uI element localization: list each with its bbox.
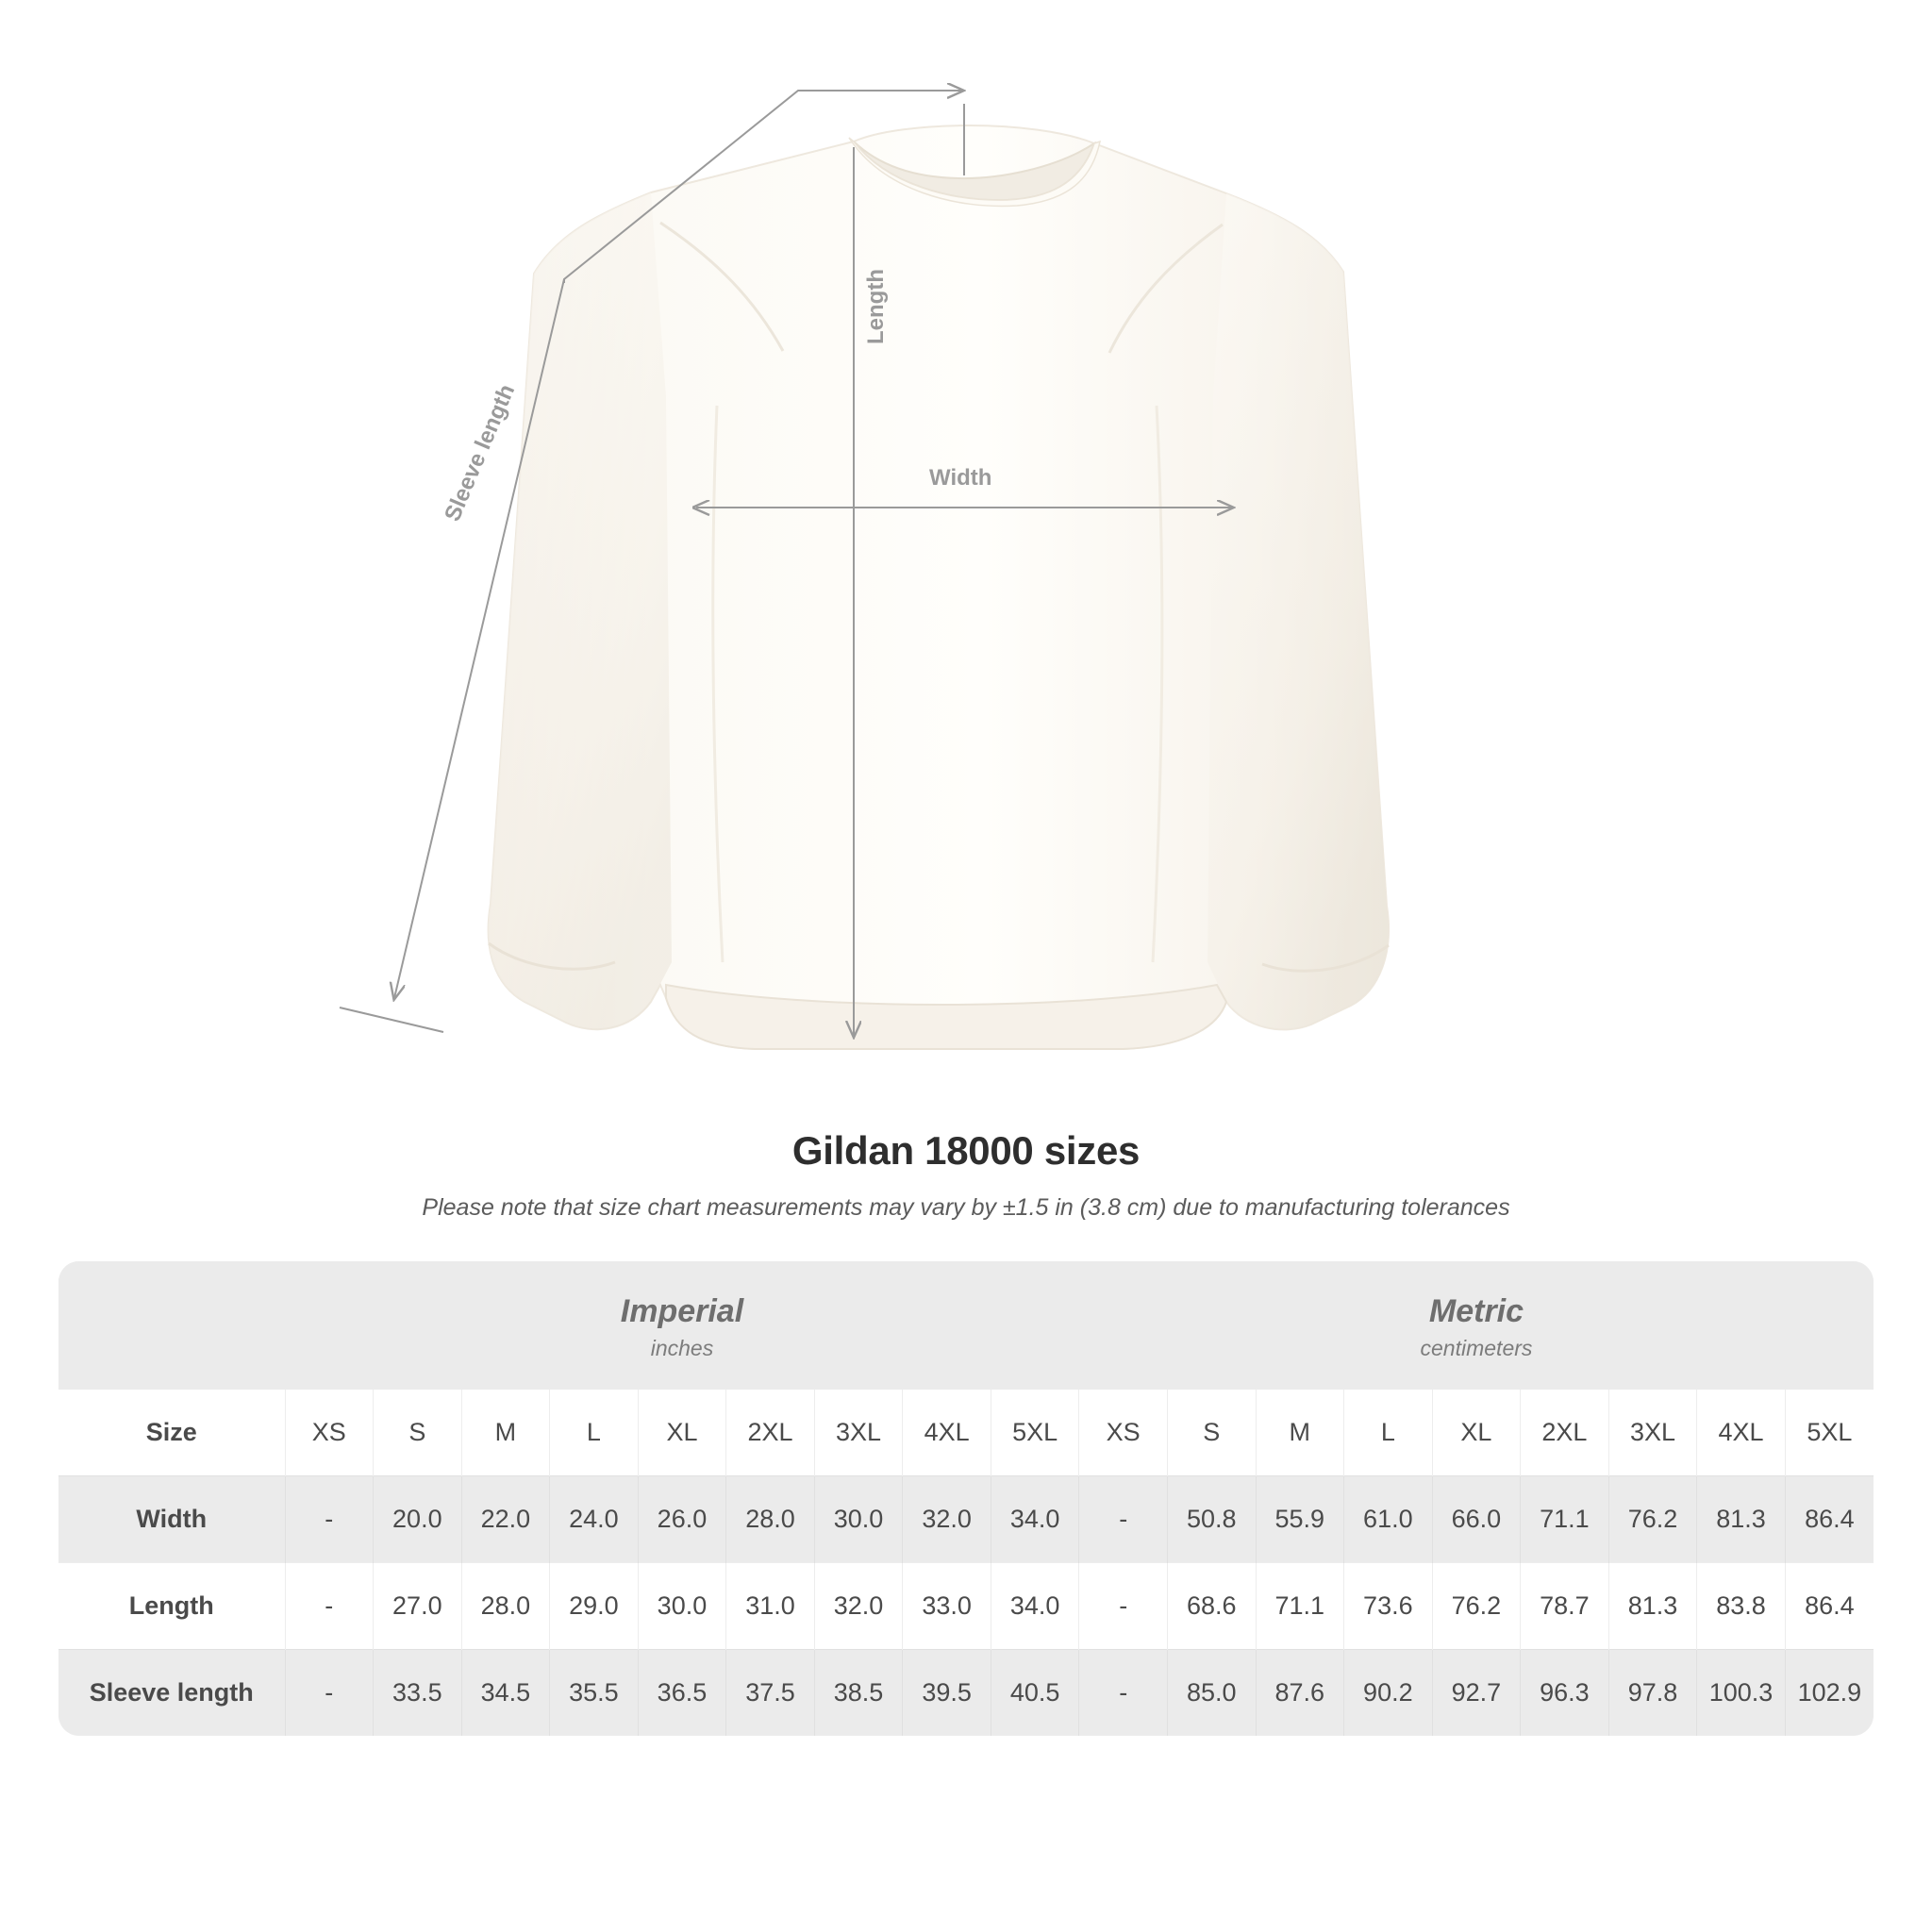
cell-sleeve-metric-l: 90.2 [1344, 1650, 1433, 1737]
size-col-metric-xs: XS [1079, 1390, 1168, 1476]
length-dimension-label: Length [863, 269, 889, 344]
unit-group-imperial [285, 1261, 1079, 1390]
cell-length-imperial-2xl: 31.0 [726, 1563, 815, 1650]
size-col-imperial-4xl: 4XL [903, 1390, 991, 1476]
cell-sleeve-imperial-l: 35.5 [550, 1650, 639, 1737]
cell-sleeve-imperial-s: 33.5 [374, 1650, 462, 1737]
cell-length-imperial-4xl: 33.0 [903, 1563, 991, 1650]
cell-length-imperial-m: 28.0 [461, 1563, 550, 1650]
cell-length-metric-5xl: 86.4 [1785, 1563, 1874, 1650]
size-col-metric-2xl: 2XL [1521, 1390, 1609, 1476]
cell-length-imperial-xl: 30.0 [638, 1563, 726, 1650]
table-row [58, 1650, 1874, 1737]
cell-length-imperial-xs: - [285, 1563, 374, 1650]
cell-width-metric-l: 61.0 [1344, 1476, 1433, 1563]
size-table-container [58, 1261, 1874, 1736]
size-col-imperial-xs: XS [285, 1390, 374, 1476]
size-col-imperial-m: M [461, 1390, 550, 1476]
row-label-width: Width [58, 1476, 285, 1563]
cell-sleeve-metric-4xl: 100.3 [1697, 1650, 1786, 1737]
cell-sleeve-imperial-5xl: 40.5 [991, 1650, 1079, 1737]
cell-width-metric-3xl: 76.2 [1608, 1476, 1697, 1563]
cell-sleeve-imperial-m: 34.5 [461, 1650, 550, 1737]
page-title: Gildan 18000 sizes [791, 1128, 1141, 1173]
width-dimension-label: Width [929, 465, 992, 491]
unit-group-metric-sub: centimeters [1420, 1336, 1533, 1360]
cell-sleeve-metric-xs: - [1079, 1650, 1168, 1737]
cell-width-metric-2xl: 71.1 [1521, 1476, 1609, 1563]
cell-sleeve-imperial-4xl: 39.5 [903, 1650, 991, 1737]
size-col-metric-4xl: 4XL [1697, 1390, 1786, 1476]
unit-group-header-row [58, 1261, 1874, 1390]
cell-length-metric-2xl: 78.7 [1521, 1563, 1609, 1650]
cell-sleeve-metric-2xl: 96.3 [1521, 1650, 1609, 1737]
size-row-label: Size [58, 1390, 285, 1476]
cell-sleeve-metric-3xl: 97.8 [1608, 1650, 1697, 1737]
cell-length-metric-xs: - [1079, 1563, 1168, 1650]
table-row [58, 1476, 1874, 1563]
size-table [58, 1261, 1874, 1736]
cell-sleeve-imperial-xl: 36.5 [638, 1650, 726, 1737]
size-col-imperial-5xl: 5XL [991, 1390, 1079, 1476]
cell-width-imperial-xl: 26.0 [638, 1476, 726, 1563]
tolerance-note: Please note that size chart measurements may vary by ±1.5 in (3.8 cm) due to manufacturing tolerances [422, 1194, 1510, 1221]
cell-width-imperial-2xl: 28.0 [726, 1476, 815, 1563]
cell-width-imperial-s: 20.0 [374, 1476, 462, 1563]
unit-header-spacer [58, 1261, 285, 1390]
cell-length-metric-l: 73.6 [1344, 1563, 1433, 1650]
sleeve-length-dimension-label: Sleeve length [440, 380, 521, 525]
cell-width-imperial-5xl: 34.0 [991, 1476, 1079, 1563]
size-header-row [58, 1390, 1874, 1476]
cell-width-metric-5xl: 86.4 [1785, 1476, 1874, 1563]
row-label-sleeve-length: Sleeve length [58, 1650, 285, 1737]
size-col-metric-5xl: 5XL [1785, 1390, 1874, 1476]
cell-width-imperial-3xl: 30.0 [814, 1476, 903, 1563]
cell-width-imperial-l: 24.0 [550, 1476, 639, 1563]
cell-sleeve-metric-5xl: 102.9 [1785, 1650, 1874, 1737]
cell-length-metric-xl: 76.2 [1432, 1563, 1521, 1650]
cell-sleeve-metric-xl: 92.7 [1432, 1650, 1521, 1737]
unit-group-imperial-sub: inches [650, 1336, 714, 1360]
cell-length-metric-m: 71.1 [1256, 1563, 1344, 1650]
cell-sleeve-metric-m: 87.6 [1256, 1650, 1344, 1737]
size-col-metric-xl: XL [1432, 1390, 1521, 1476]
cell-length-metric-3xl: 81.3 [1608, 1563, 1697, 1650]
cell-sleeve-imperial-3xl: 38.5 [814, 1650, 903, 1737]
cell-length-imperial-3xl: 32.0 [814, 1563, 903, 1650]
cell-length-imperial-5xl: 34.0 [991, 1563, 1079, 1650]
cell-width-imperial-m: 22.0 [461, 1476, 550, 1563]
size-col-imperial-xl: XL [638, 1390, 726, 1476]
cell-length-metric-4xl: 83.8 [1697, 1563, 1786, 1650]
cell-sleeve-metric-s: 85.0 [1167, 1650, 1256, 1737]
size-col-imperial-l: L [550, 1390, 639, 1476]
cell-width-metric-m: 55.9 [1256, 1476, 1344, 1563]
cell-length-metric-s: 68.6 [1167, 1563, 1256, 1650]
unit-group-metric-name: Metric [1428, 1293, 1524, 1329]
size-col-imperial-2xl: 2XL [726, 1390, 815, 1476]
size-col-imperial-s: S [374, 1390, 462, 1476]
cell-sleeve-imperial-2xl: 37.5 [726, 1650, 815, 1737]
cell-length-imperial-l: 29.0 [550, 1563, 639, 1650]
cell-width-metric-s: 50.8 [1167, 1476, 1256, 1563]
size-col-metric-s: S [1167, 1390, 1256, 1476]
cell-width-metric-4xl: 81.3 [1697, 1476, 1786, 1563]
cell-width-metric-xl: 66.0 [1432, 1476, 1521, 1563]
size-col-metric-3xl: 3XL [1608, 1390, 1697, 1476]
table-row [58, 1563, 1874, 1650]
cell-width-imperial-xs: - [285, 1476, 374, 1563]
size-col-metric-l: L [1344, 1390, 1433, 1476]
unit-group-metric [1079, 1261, 1874, 1390]
cell-width-metric-xs: - [1079, 1476, 1168, 1563]
cell-width-imperial-4xl: 32.0 [903, 1476, 991, 1563]
unit-group-imperial-name: Imperial [620, 1293, 744, 1329]
cell-length-imperial-s: 27.0 [374, 1563, 462, 1650]
size-col-imperial-3xl: 3XL [814, 1390, 903, 1476]
size-col-metric-m: M [1256, 1390, 1344, 1476]
cell-sleeve-imperial-xs: - [285, 1650, 374, 1737]
row-label-length: Length [58, 1563, 285, 1650]
chart-heading-block [0, 1128, 1932, 1222]
